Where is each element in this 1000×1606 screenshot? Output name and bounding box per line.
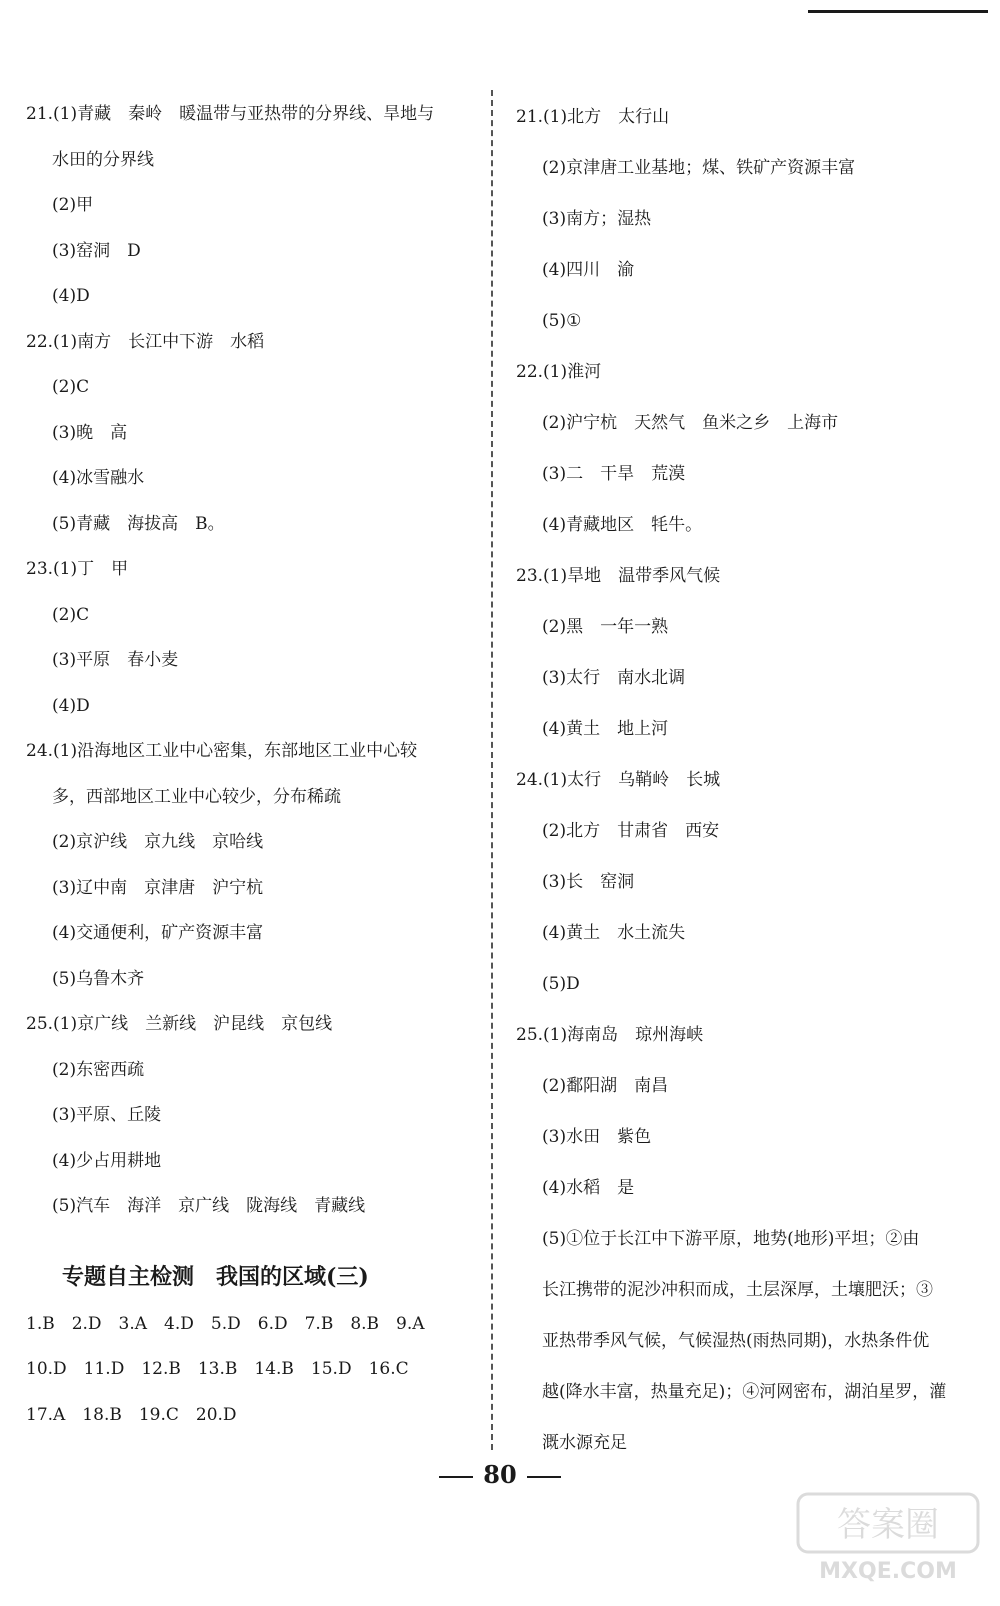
answer-line: (5)①位于长江中下游平原，地势(地形)平坦；②由: [542, 1229, 920, 1249]
answer-line: (4)黄土 水土流失: [542, 923, 686, 943]
answer-line: 越(降水丰富，热量充足)；④河网密布，湖泊星罗，灌: [542, 1382, 947, 1402]
section-heading: 专题自主检测 我国的区域(三): [62, 1263, 369, 1290]
answer-line: (4)青藏地区 牦牛。: [542, 515, 703, 535]
answer-line: (3)平原 春小麦: [52, 650, 179, 670]
answer-line: (5)D: [542, 974, 580, 994]
choice-answer-line: 10.D 11.D 12.B 13.B 14.B 15.D 16.C: [26, 1359, 409, 1379]
answer-line: 亚热带季风气候，气候湿热(雨热同期)，水热条件优: [542, 1331, 930, 1351]
answer-line: 溉水源充足: [542, 1433, 627, 1453]
answer-line: 24.(1)太行 乌鞘岭 长城: [516, 770, 721, 790]
column-divider: [491, 90, 493, 1450]
answer-line: (5)乌鲁木齐: [52, 968, 145, 989]
svg-text:答案圈: 答案圈: [837, 1505, 939, 1545]
answer-line: (2)C: [52, 604, 90, 625]
answer-line: (2)京沪线 京九线 京哈线: [52, 832, 264, 852]
answer-line: (3)太行 南水北调: [542, 668, 686, 688]
answer-line: (4)黄土 地上河: [542, 719, 669, 739]
answer-line: (4)水稻 是: [542, 1178, 635, 1198]
answer-line: 21.(1)青藏 秦岭 暖温带与亚热带的分界线、旱地与: [26, 104, 435, 124]
answer-line: (2)东密西疏: [52, 1059, 145, 1080]
answer-line: (4)D: [52, 286, 90, 306]
answer-line: (2)甲: [52, 195, 94, 215]
answer-line: 多，西部地区工业中心较少，分布稀疏: [52, 786, 341, 807]
answer-line: (5)青藏 海拔高 B。: [52, 513, 225, 534]
answer-line: 24.(1)沿海地区工业中心密集，东部地区工业中心较: [26, 741, 418, 761]
answer-line: 25.(1)海南岛 琼州海峡: [516, 1025, 704, 1045]
answer-line: (3)晚 高: [52, 422, 128, 443]
answer-line: 25.(1)京广线 兰新线 沪昆线 京包线: [26, 1014, 333, 1034]
answer-line: (3)二 干旱 荒漠: [542, 464, 686, 484]
answer-line: (5)汽车 海洋 京广线 陇海线 青藏线: [52, 1196, 366, 1216]
choice-answer-line: 1.B 2.D 3.A 4.D 5.D 6.D 7.B 8.B 9.A: [26, 1313, 425, 1334]
answer-line: 23.(1)旱地 温带季风气候: [516, 566, 721, 586]
choice-answer-line: 17.A 18.B 19.C 20.D: [26, 1404, 237, 1425]
answer-line: (3)长 窑洞: [542, 872, 635, 892]
watermark-logo: [788, 1486, 988, 1586]
answer-line: (3)辽中南 京津唐 沪宁杭: [52, 877, 264, 898]
page-number-text: 80: [483, 1460, 517, 1489]
answer-line: 23.(1)丁 甲: [26, 559, 129, 579]
answer-line: 21.(1)北方 太行山: [516, 107, 670, 127]
answer-line: (4)四川 渝: [542, 260, 635, 280]
answer-line: 22.(1)南方 长江中下游 水稻: [26, 331, 265, 352]
dash-left: [439, 1476, 473, 1478]
answer-line: 长江携带的泥沙冲积而成，土层深厚，土壤肥沃；③: [542, 1280, 933, 1300]
answer-line: (3)南方；湿热: [542, 209, 652, 229]
answer-line: (2)沪宁杭 天然气 鱼米之乡 上海市: [542, 413, 839, 433]
answer-line: (3)水田 紫色: [542, 1127, 652, 1147]
answer-line: (4)少占用耕地: [52, 1150, 162, 1171]
answer-line: (3)平原、丘陵: [52, 1105, 162, 1125]
dash-right: [527, 1476, 561, 1478]
top-rule: [808, 10, 988, 13]
answer-line: (2)北方 甘肃省 西安: [542, 821, 720, 841]
left-column: [26, 92, 496, 1438]
answer-line: 22.(1)淮河: [516, 362, 602, 382]
answer-line: (3)窑洞 D: [52, 240, 141, 261]
answer-line: (2)鄱阳湖 南昌: [542, 1076, 669, 1096]
answer-line: (4)冰雪融水: [52, 468, 145, 488]
answer-line: (2)京津唐工业基地；煤、铁矿产资源丰富: [542, 158, 856, 178]
answer-line: (2)C: [52, 377, 90, 397]
answer-line: 水田的分界线: [52, 149, 154, 170]
page-number: [0, 1460, 1000, 1489]
answer-line: (4)D: [52, 695, 90, 716]
answer-line: (2)黑 一年一熟: [542, 617, 669, 637]
watermark-text: MXQE.COM: [819, 1559, 957, 1584]
answer-line: (4)交通便利，矿产资源丰富: [52, 923, 264, 943]
answer-line: (5)①: [542, 311, 582, 331]
right-column: [516, 92, 976, 1469]
